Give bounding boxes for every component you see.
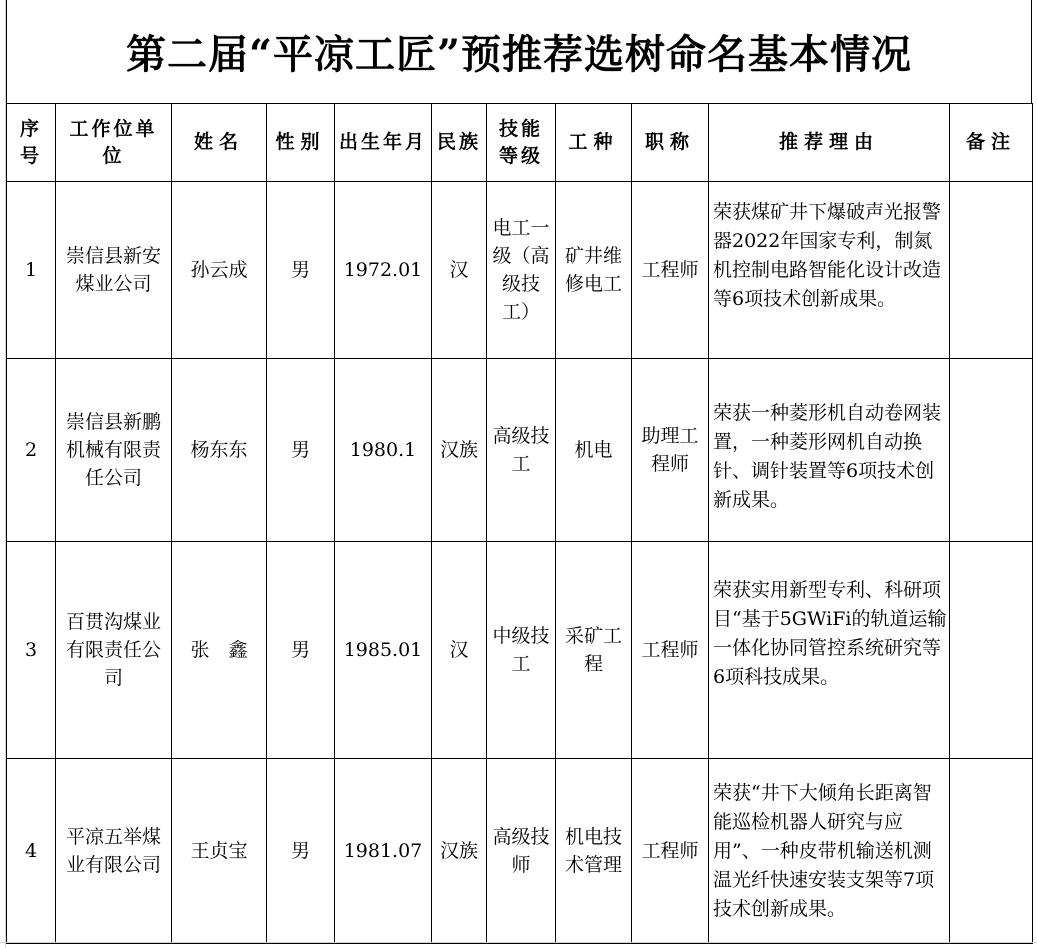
cell-no[interactable]: 4 — [7, 759, 56, 944]
cell-ethnicity[interactable]: 汉 — [432, 542, 487, 759]
cell-ethnicity[interactable]: 汉 — [432, 182, 487, 359]
cell-gender[interactable]: 男 — [267, 759, 335, 944]
cell-reason[interactable]: 荣获煤矿井下爆破声光报警器2022年国家专利，制氮机控制电路智能化设计改造等6项技术创新成果。 — [709, 182, 950, 359]
cell-birth[interactable]: 1972.01 — [335, 182, 432, 359]
cell-birth[interactable]: 1981.07 — [335, 759, 432, 944]
header-ethnicity[interactable]: 民族 — [432, 104, 487, 182]
cell-gender[interactable]: 男 — [267, 359, 335, 542]
cell-skill-level[interactable]: 中级技工 — [487, 542, 556, 759]
table-row — [7, 759, 1033, 944]
page-title: 第二届“平凉工匠”预推荐选树命名基本情况 — [125, 31, 912, 78]
cell-job-type[interactable]: 机电技术管理 — [556, 759, 632, 944]
cell-name[interactable]: 张 鑫 — [172, 542, 267, 759]
cell-unit[interactable]: 崇信县新鹏机械有限责任公司 — [56, 359, 172, 542]
header-gender[interactable]: 性别 — [267, 104, 335, 182]
cell-ethnicity[interactable]: 汉族 — [432, 759, 487, 944]
sheet-gridline — [0, 942, 1037, 943]
cell-gender[interactable]: 男 — [267, 542, 335, 759]
cell-name[interactable]: 杨东东 — [172, 359, 267, 542]
table-row — [7, 359, 1033, 542]
cell-remark[interactable] — [950, 542, 1033, 759]
cell-title[interactable]: 工程师 — [632, 182, 709, 359]
cell-title[interactable]: 助理工程师 — [632, 359, 709, 542]
cell-skill-level[interactable]: 高级技工 — [487, 359, 556, 542]
header-reason[interactable]: 推荐理由 — [709, 104, 950, 182]
table-row — [7, 542, 1033, 759]
cell-name[interactable]: 孙云成 — [172, 182, 267, 359]
cell-job-type[interactable]: 矿井维修电工 — [556, 182, 632, 359]
cell-reason[interactable]: 荣获一种菱形机自动卷网装置，一种菱形网机自动换针、调针装置等6项技术创新成果。 — [709, 359, 950, 542]
header-job-type[interactable]: 工种 — [556, 104, 632, 182]
cell-gender[interactable]: 男 — [267, 182, 335, 359]
info-table — [6, 103, 1033, 944]
header-row — [7, 104, 1033, 182]
header-birth[interactable]: 出生年月 — [335, 104, 432, 182]
cell-unit[interactable]: 平凉五举煤业有限公司 — [56, 759, 172, 944]
header-unit[interactable]: 工作位单位 — [56, 104, 172, 182]
table-row — [7, 182, 1033, 359]
cell-remark[interactable] — [950, 759, 1033, 944]
cell-unit[interactable]: 百贯沟煤业有限责任公司 — [56, 542, 172, 759]
cell-no[interactable]: 3 — [7, 542, 56, 759]
cell-birth[interactable]: 1985.01 — [335, 542, 432, 759]
cell-job-type[interactable]: 采矿工程 — [556, 542, 632, 759]
cell-skill-level[interactable]: 高级技师 — [487, 759, 556, 944]
header-title[interactable]: 职称 — [632, 104, 709, 182]
header-remark[interactable]: 备注 — [950, 104, 1033, 182]
cell-ethnicity[interactable]: 汉族 — [432, 359, 487, 542]
cell-remark[interactable] — [950, 359, 1033, 542]
header-no[interactable]: 序号 — [7, 104, 56, 182]
cell-reason[interactable]: 荣获“井下大倾角长距离智能巡检机器人研究与应用”、一种皮带机输送机测温光纤快速安装支架等7项技术创新成果。 — [709, 759, 950, 944]
cell-no[interactable]: 1 — [7, 182, 56, 359]
cell-title[interactable]: 工程师 — [632, 759, 709, 944]
header-skill-level[interactable]: 技能等级 — [487, 104, 556, 182]
cell-birth[interactable]: 1980.1 — [335, 359, 432, 542]
cell-job-type[interactable]: 机电 — [556, 359, 632, 542]
cell-reason[interactable]: 荣获实用新型专利、科研项目“基于5GWiFi的轨道运输一体化协同管控系统研究等6项科技成果。 — [709, 542, 950, 759]
cell-title[interactable]: 工程师 — [632, 542, 709, 759]
header-name[interactable]: 姓名 — [172, 104, 267, 182]
title-cell[interactable] — [6, 0, 1032, 104]
cell-remark[interactable] — [950, 182, 1033, 359]
cell-unit[interactable]: 崇信县新安煤业公司 — [56, 182, 172, 359]
cell-name[interactable]: 王贞宝 — [172, 759, 267, 944]
cell-no[interactable]: 2 — [7, 359, 56, 542]
cell-skill-level[interactable]: 电工一级（高级技工） — [487, 182, 556, 359]
